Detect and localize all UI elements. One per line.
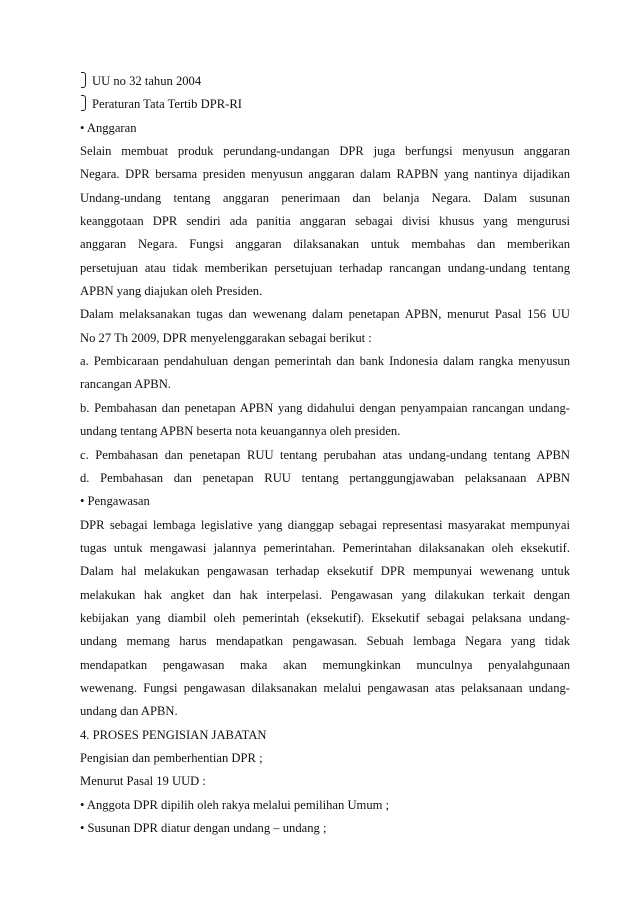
text-line: Negara. DPR bersama presiden menyusun anggaran dalam RAPBN yang nantinya dijadikan: [80, 167, 570, 182]
list-item: • Susunan DPR diatur dengan undang – undang ;: [80, 821, 327, 835]
text-line: undang memang harus mendapatkan pengawasan. Sebuah lembaga Negara yang tidak: [80, 634, 570, 649]
text-line: DPR sebagai lembaga legislative yang dianggap sebagai representasi masyarakat mempunyai: [80, 517, 570, 532]
text-line: APBN yang diajukan oleh Presiden.: [80, 284, 263, 299]
document-text: [80, 70, 570, 840]
text-line: keanggotaan DPR sendiri ada panitia anggaran sebagai divisi khusus yang mengurusi: [80, 214, 570, 229]
list-item: • Anggota DPR dipilih oleh rakya melalui pemilihan Umum ;: [80, 797, 390, 812]
text-line: undang tentang APBN beserta nota keuangannya oleh presiden.: [80, 424, 401, 439]
text-line: anggaran Negara. Fungsi anggaran dilaksanakan untuk membahas dan memberikan: [80, 237, 570, 252]
bracket-icon: [81, 72, 86, 88]
list-item: a. Pembicaraan pendahuluan dengan pemerintah dan bank Indonesia dalam rangka menyusun: [80, 354, 570, 369]
text-line: Peraturan Tata Tertib DPR-RI: [80, 93, 570, 116]
section-heading: • Pengawasan: [80, 494, 150, 509]
text-line: Pengisian dan pemberhentian DPR ;: [80, 750, 263, 765]
text-line: melakukan hak angket dan hak interpelasi. Pengawasan yang dilakukan terkait dengan: [80, 587, 570, 602]
text-line: Undang-undang tentang anggaran penerimaan dan belanja Negara. Dalam susunan: [80, 190, 570, 205]
text-line: Dalam hal melakukan pengawasan terhadap eksekutif DPR mempunyai wewenang untuk: [80, 564, 570, 579]
list-item: b. Pembahasan dan penetapan APBN yang didahului dengan penyampaian rancangan undang-: [80, 400, 570, 415]
text-line: persetujuan atau tidak memberikan persetujuan terhadap rancangan undang-undang tentang: [80, 260, 570, 275]
text-line: kebijakan yang diambil oleh pemerintah (eksekutif). Eksekutif sebagai pelaksana undang-: [80, 610, 570, 625]
text-line: wewenang. Fungsi pengawasan dilaksanakan melalui pengawasan atas pelaksanaan undang-: [80, 680, 570, 695]
text-line: undang dan APBN.: [80, 704, 178, 719]
text-line: rancangan APBN.: [80, 377, 171, 392]
section-heading: 4. PROSES PENGISIAN JABATAN: [80, 727, 267, 742]
bracket-icon: [81, 95, 86, 111]
list-item: c. Pembahasan dan penetapan RUU tentang perubahan atas undang-undang tentang APBN: [80, 447, 570, 462]
text-line: Menurut Pasal 19 UUD :: [80, 774, 206, 789]
text-line: No 27 Th 2009, DPR menyelenggarakan sebagai berikut :: [80, 330, 372, 345]
text-line: UU no 32 tahun 2004: [80, 70, 570, 93]
text-line: Selain membuat produk perundang-undangan DPR juga berfungsi menyusun anggaran: [80, 144, 570, 159]
text-line: mendapatkan pengawasan maka akan memungkinkan munculnya penyalahgunaan: [80, 657, 570, 672]
text-line: tugas untuk mengawasi jalannya pemerintahan. Pemerintahan dilaksanakan oleh eksekutif.: [80, 540, 570, 555]
section-heading: • Anggaran: [80, 120, 137, 135]
list-item: d. Pembahasan dan penetapan RUU tentang pertanggungjawaban pelaksanaan APBN: [80, 470, 570, 485]
text-line: Dalam melaksanakan tugas dan wewenang dalam penetapan APBN, menurut Pasal 156 UU: [80, 307, 570, 322]
